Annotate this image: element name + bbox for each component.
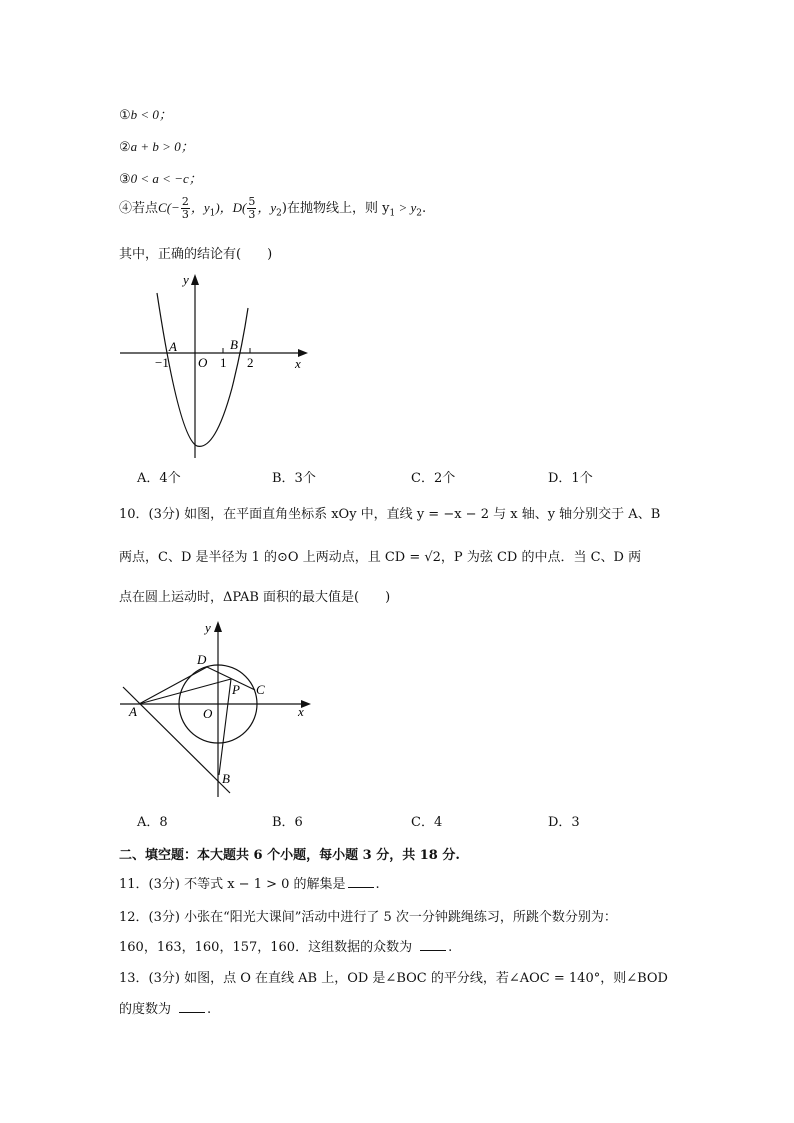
q11-text: 11．(3分) 不等式 x − 1 > 0 的解集是 xyxy=(119,877,346,892)
q10-option-c[interactable]: C．4 xyxy=(411,815,443,830)
item-pre: 若点 xyxy=(132,201,159,216)
label-D: D xyxy=(197,652,207,667)
post-sub-2: 2 xyxy=(416,208,422,219)
label-x: x xyxy=(295,356,301,371)
q10-line-1: 10．(3分) 如图，在平面直角坐标系 xOy 中，直线 y = −x − 2 与 x 轴、y 轴分别交于 A、B xyxy=(119,507,661,522)
fraction-c: $\frac{2}{3}$ xyxy=(181,195,189,221)
post-sub-1: 1 xyxy=(389,208,396,219)
q10-line-2: 两点，C、D 是半径为 1 的⊙O 上两动点，且 CD = √2，P 为弦 CD 的中点．当 C、D 两 xyxy=(119,550,642,565)
q10-option-a[interactable]: A．8 xyxy=(137,815,168,830)
q12-line-2 xyxy=(119,936,452,955)
label-y: y xyxy=(205,620,211,635)
label-P: P xyxy=(232,682,240,697)
d-sub: 2 xyxy=(276,208,282,219)
q13-end: . xyxy=(207,1002,212,1017)
q12-line-1: 12．(3分) 小张在“阳光大课间”活动中进行了 5 次一分钟跳绳练习，所跳个数分别为： xyxy=(119,910,617,925)
q10-line-3: 点在圆上运动时，ΔPAB 面积的最大值是( ) xyxy=(119,590,391,605)
item-mark: ② xyxy=(119,140,131,155)
q9-option-a[interactable]: A．4个 xyxy=(137,471,181,486)
item-mark: ③ xyxy=(119,172,131,187)
q9-item-4 xyxy=(119,196,426,221)
tick-label-2: 2 xyxy=(247,355,254,370)
q9-item-1 xyxy=(119,104,172,123)
q12-end: . xyxy=(448,940,453,955)
fraction-d: $\frac{5}{3}$ xyxy=(248,195,256,221)
segment-da xyxy=(139,667,207,704)
y-axis-arrow xyxy=(214,621,222,632)
tick-label-m1: −1 xyxy=(155,355,169,370)
q9-option-c[interactable]: C．2个 xyxy=(411,471,456,486)
q9-option-b[interactable]: B．3个 xyxy=(272,471,316,486)
label-B: B xyxy=(222,771,230,786)
y-axis-arrow xyxy=(191,274,199,285)
post-text: )在抛物线上，则 y xyxy=(281,201,390,216)
item-mark: ④ xyxy=(119,201,133,216)
q10-option-d[interactable]: D．3 xyxy=(548,815,580,830)
q12-text: 160，163，160，157，160．这组数据的众数为 xyxy=(119,940,413,955)
q9-option-d[interactable]: D．1个 xyxy=(548,471,593,486)
answer-blank[interactable] xyxy=(348,877,374,888)
point-c: C(− xyxy=(158,200,180,215)
label-O: O xyxy=(198,355,208,370)
label-B: B xyxy=(230,337,238,352)
tick-label-1: 1 xyxy=(220,355,227,370)
q9-stem: 其中，正确的结论有( ) xyxy=(119,247,273,262)
label-C: C xyxy=(256,682,265,697)
item-text: a + b > 0； xyxy=(130,139,194,154)
q9-parabola-figure xyxy=(115,268,315,463)
item-mark: ① xyxy=(119,108,131,123)
label-A: A xyxy=(129,704,137,719)
q13-text: 的度数为 xyxy=(119,1002,172,1017)
item-text: b < 0； xyxy=(130,107,172,122)
q10-circle-figure xyxy=(115,615,320,800)
q9-item-2 xyxy=(119,136,194,155)
mid-text: )，D( xyxy=(215,200,247,215)
q11 xyxy=(119,873,380,892)
q13-line-1: 13．(3分) 如图，点 O 在直线 AB 上，OD 是∠BOC 的平分线，若∠AOC = 140°，则∠BOD xyxy=(119,971,668,986)
answer-blank[interactable] xyxy=(179,1002,205,1013)
label-y: y xyxy=(183,272,189,287)
post-gt: > y xyxy=(395,200,417,215)
section-heading: 二、填空题：本大题共 6 个小题，每小题 3 分，共 18 分. xyxy=(119,848,460,863)
segment-pb xyxy=(219,679,231,775)
label-x: x xyxy=(298,704,304,719)
q10-option-b[interactable]: B．6 xyxy=(272,815,303,830)
c-tail: ，y xyxy=(190,200,210,215)
q9-item-3 xyxy=(119,168,202,187)
label-O: O xyxy=(203,706,213,721)
item-text: 0 < a < −c； xyxy=(130,171,202,186)
c-sub: 1 xyxy=(209,208,216,219)
line-ab xyxy=(123,687,230,793)
q11-end: . xyxy=(375,877,380,892)
q13-line-2 xyxy=(119,998,211,1017)
answer-blank[interactable] xyxy=(420,940,446,951)
label-A: A xyxy=(169,339,177,354)
d-tail: ，y xyxy=(257,200,277,215)
post-end: . xyxy=(421,201,427,216)
